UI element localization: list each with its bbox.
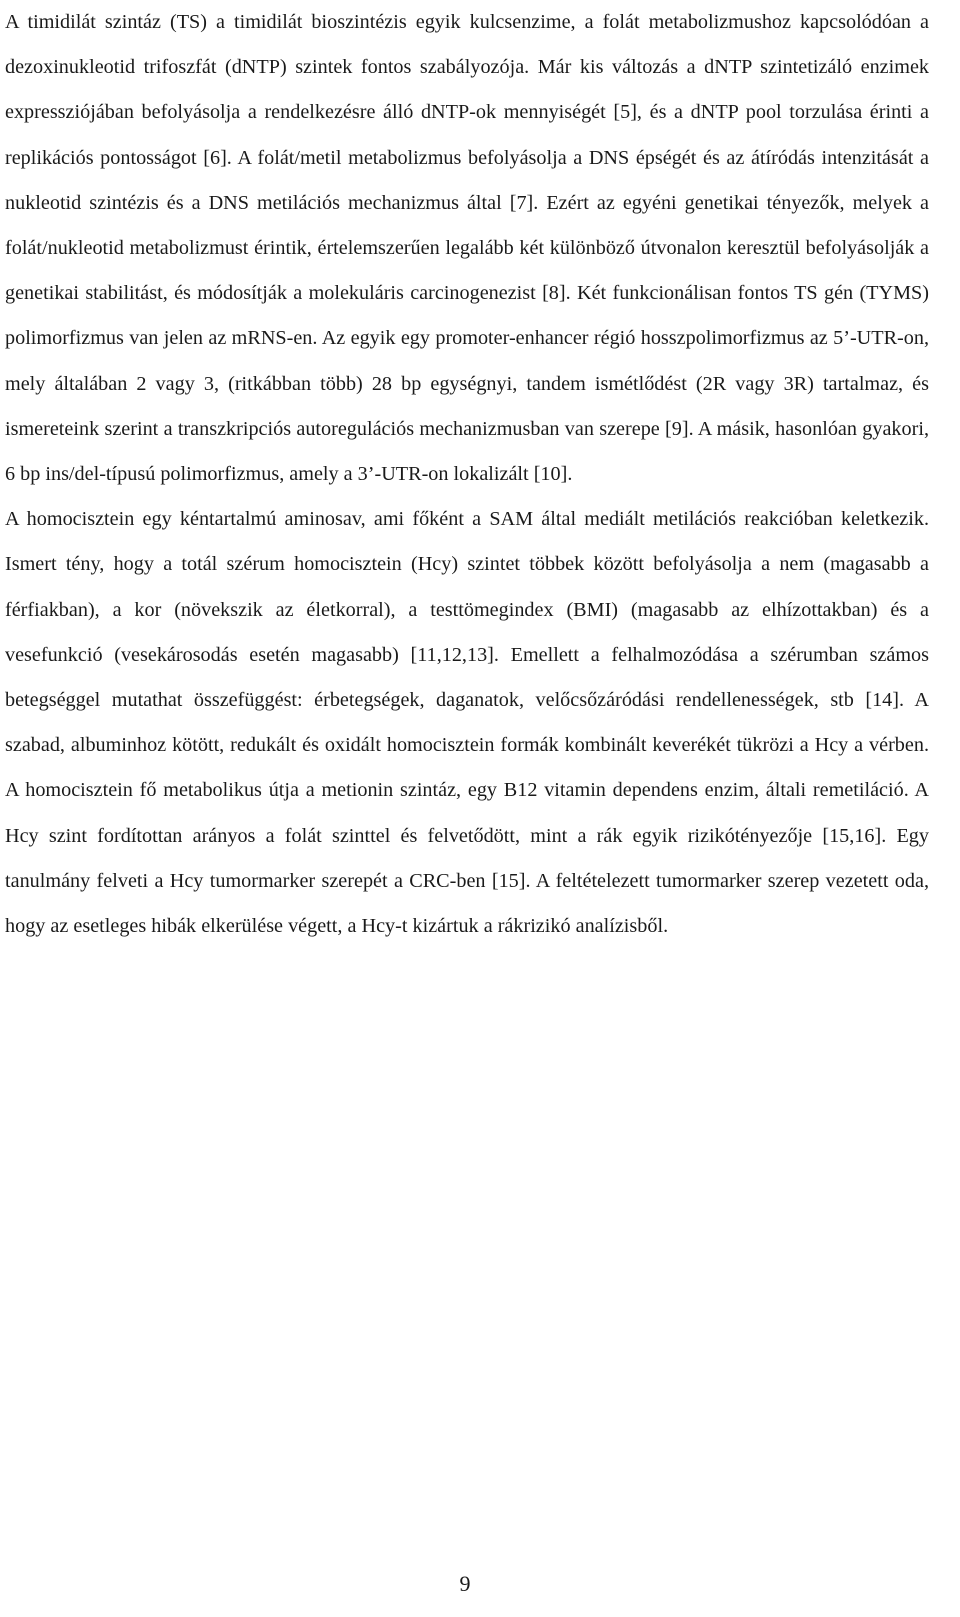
document-page — [5, 0, 929, 949]
paragraph-thymidylate-synthase: A timidilát szintáz (TS) a timidilát bioszintézis egyik kulcsenzime, a folát metabolizmushoz kapcsolódóan a dezoxinukleotid trifoszfát (dNTP) szintek fontos szabályozója. Már kis változás a dNTP szintetizáló enzimek expressziójában befolyásolja a rendelkezésre álló dNTP-ok mennyiségét [5], és a dNTP pool torzulása érinti a replikációs pontosságot [6]. A folát/metil metabolizmus befolyásolja a DNS épségét és az átíródás intenzitását a nukleotid szintézis és a DNS metilációs mechanizmus által [7]. Ezért az egyéni genetikai tényezők, melyek a folát/nukleotid metabolizmust érintik, értelemszerűen legalább két különböző útvonalon keresztül befolyásolják a genetikai stabilitást, és módosítják a molekuláris carcinogenezist [8]. Két funkcionálisan fontos TS gén (TYMS) polimorfizmus van jelen az mRNS-en. Az egyik egy promoter-enhancer régió hosszpolimorfizmus az 5’-UTR-on, mely általában 2 vagy 3, (ritkábban több) 28 bp egységnyi, tandem ismétlődést (2R vagy 3R) tartalmaz, és ismereteink szerint a transzkripciós autoregulációs mechanizmusban van szerepe [9]. A másik, hasonlóan gyakori, 6 bp ins/del-típusú polimorfizmus, amely a 3’-UTR-on lokalizált [10]. — [5, 11, 929, 486]
page-number: 9 — [459, 1571, 471, 1596]
paragraph-homocysteine: A homocisztein egy kéntartalmú aminosav, ami főként a SAM által mediált metilációs reakcióban keletkezik. Ismert tény, hogy a totál szérum homocisztein (Hcy) szintet többek között befolyásolja a nem (magasabb a férfiakban), a kor (növekszik az életkorral), a testtömegindex (BMI) (magasabb az elhízottakban) és a vesefunkció (vesekárosodás esetén magasabb) [11,12,13]. Emellett a felhalmozódása a szérumban számos betegséggel mutathat összefüggést: érbetegségek, daganatok, velőcsőzáródási rendellenességek, stb [14]. A szabad, albuminhoz kötött, redukált és oxidált homocisztein formák kombinált keverékét tükrözi a Hcy a vérben. A homocisztein fő metabolikus útja a metionin szintáz, egy B12 vitamin dependens enzim, általi remetiláció. A Hcy szint fordítottan arányos a folát szinttel és felvetődött, mint a rák egyik rizikótényezője [15,16]. Egy tanulmány felveti a Hcy tumormarker szerepét a CRC-ben [15]. A feltételezett tumormarker szerep vezetett oda, hogy az esetleges hibák elkerülése végett, a Hcy-t kizártuk a rákrizikó analízisből. — [5, 508, 929, 938]
